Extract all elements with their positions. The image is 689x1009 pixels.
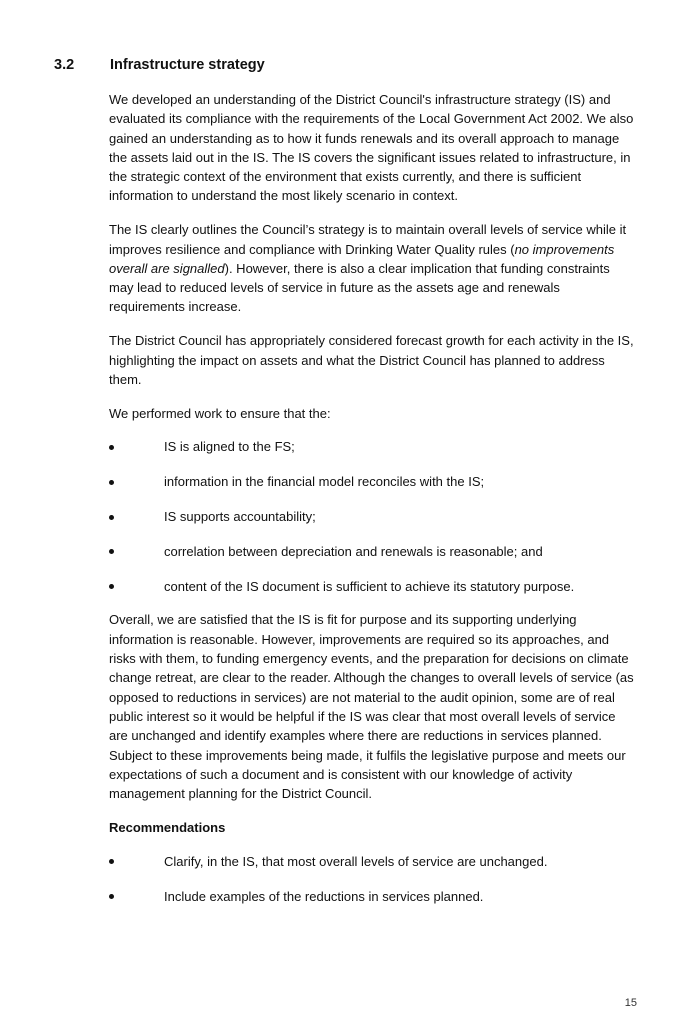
paragraph-levels-of-service-text-1: The IS clearly outlines the Council’s strategy is to maintain overall levels of service while it improves resilience and compliance with Drinking Water Quality rules ( — [109, 222, 627, 257]
recommendations-heading: Recommendations — [109, 819, 226, 835]
list-item — [109, 472, 635, 491]
bullet-icon — [109, 445, 114, 450]
bullet-icon — [109, 480, 114, 485]
section-heading — [54, 56, 265, 75]
bullet-icon — [109, 584, 114, 589]
section-body — [109, 90, 635, 920]
recommendations-list — [109, 852, 635, 906]
paragraph-strategy-understanding: We developed an understanding of the District Council's infrastructure strategy (IS) and evaluated its compliance with the requirements of the Local Government Act 2002. We also gained an understanding as to how it funds renewals and its overall approach to manage the assets laid out in the IS. The IS covers the significant issues related to infrastructure, in the strategic context of the environment that exists currently, and there is sufficient information to understand the most likely scenario in context. — [109, 92, 634, 204]
paragraph-levels-of-service — [109, 220, 635, 316]
list-item — [109, 852, 635, 871]
list-item — [109, 577, 635, 596]
list-item-text: Include examples of the reductions in services planned. — [164, 888, 484, 904]
bullet-icon — [109, 894, 114, 899]
bullet-icon — [109, 859, 114, 864]
list-item — [109, 887, 635, 906]
list-item — [109, 437, 635, 456]
paragraph-forecast-growth: The District Council has appropriately considered forecast growth for each activity in the IS, highlighting the impact on assets and what the District Council has planned to address them. — [109, 333, 634, 387]
list-item-text: information in the financial model reconciles with the IS; — [164, 474, 485, 490]
list-item-text: content of the IS document is sufficient to achieve its statutory purpose. — [164, 578, 575, 594]
list-item — [109, 542, 635, 561]
page-number: 15 — [624, 997, 637, 1009]
paragraph-work-performed-intro: We performed work to ensure that the: — [109, 405, 331, 421]
bullet-icon — [109, 515, 114, 520]
list-item-text: IS is aligned to the FS; — [164, 439, 295, 455]
section-title: Infrastructure strategy — [110, 57, 265, 73]
paragraph-levels-of-service-text-2: ). However, there is also a clear implication that funding constraints may lead to reduced levels of service in future as the assets age and renewals requirements increase. — [109, 260, 610, 315]
list-item-text: Clarify, in the IS, that most overall levels of service are unchanged. — [164, 853, 548, 869]
list-item — [109, 507, 635, 526]
paragraph-levels-of-service-italic: no improvements overall are signalled — [109, 241, 615, 276]
section-number: 3.2 — [54, 57, 75, 73]
work-performed-list — [109, 437, 635, 595]
bullet-icon — [109, 549, 114, 554]
paragraph-overall-conclusion: Overall, we are satisfied that the IS is fit for purpose and its supporting underlying information is reasonable. However, improvements are required so its approaches, and risks with them, to funding emergency events, and the preparation for decisions on climate change retreat, are clear to the reader. Although the changes to overall levels of service (as opposed to reductions in services) are not material to the audit opinion, some are of real public interest so it would be helpful if the IS was clear that most overall levels of service are unchanged and identify examples where there are reductions in services planned. Subject to these improvements being made, it fulfils the legislative purpose and meets our expectations of such a document and is consistent with our knowledge of activity management planning for the District Council. — [109, 612, 634, 802]
list-item-text: IS supports accountability; — [164, 509, 316, 525]
list-item-text: correlation between depreciation and renewals is reasonable; and — [164, 543, 543, 559]
